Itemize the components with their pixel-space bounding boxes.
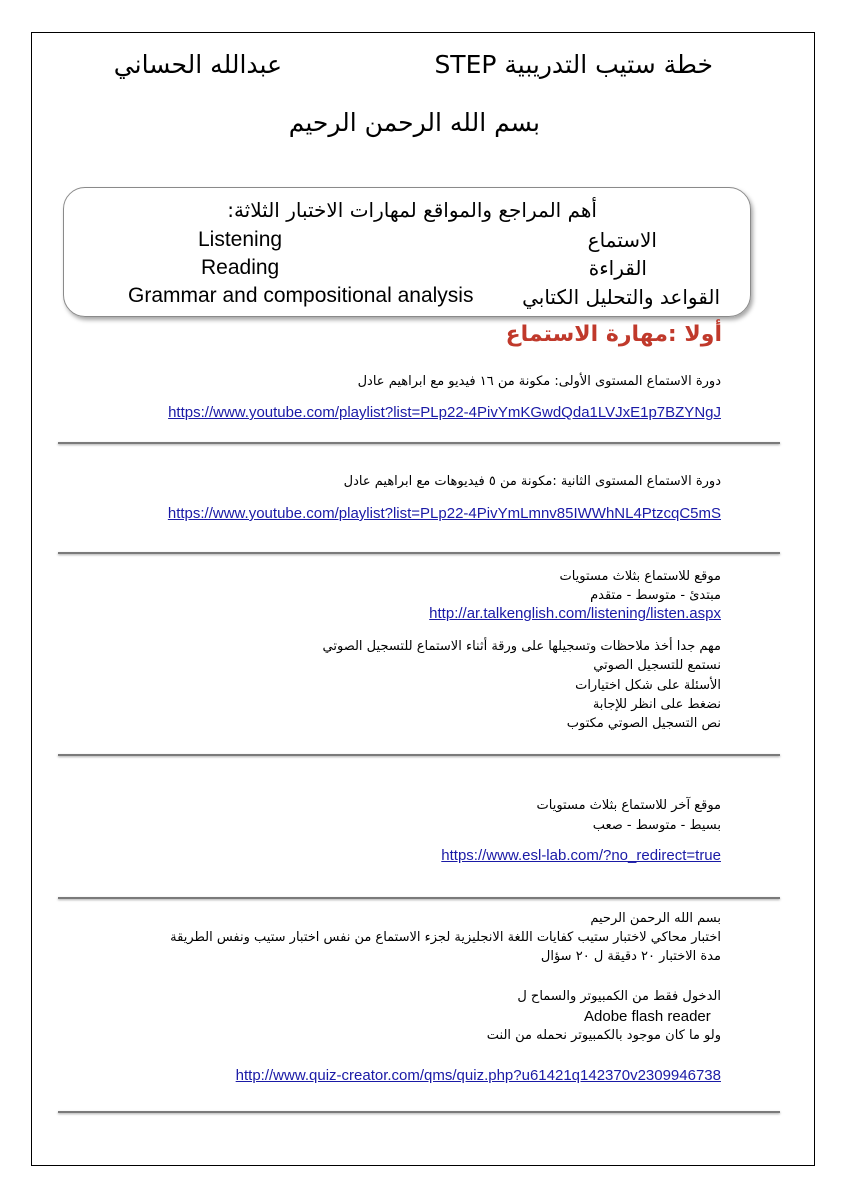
site1-note-1: مهم جدا أخذ ملاحظات وتسجيلها على ورقة أثناء الاستماع للتسجيل الصوتي <box>322 639 721 654</box>
course1-text: دورة الاستماع المستوى الأولى: مكونة من ١٦ فيديو مع ابراهيم عادل <box>357 374 721 389</box>
section-title: أولا :مهارة الاستماع <box>505 322 722 347</box>
quiz-line-2: مدة الاختبار ٢٠ دقيقة ل ٢٠ سؤال <box>540 949 721 964</box>
author-name: عبدالله الحساني <box>113 50 282 79</box>
site1-note-2: نستمع للتسجيل الصوتي <box>593 658 721 673</box>
site2-link[interactable]: https://www.esl-lab.com/?no_redirect=true <box>441 847 721 864</box>
quiz-line-3: الدخول فقط من الكمبيوتر والسماح ل <box>517 989 721 1004</box>
basmala: بسم الله الرحمن الرحيم <box>288 108 540 137</box>
separator-1 <box>58 442 780 444</box>
reading-en: Reading <box>201 256 280 279</box>
course2-text: دورة الاستماع المستوى الثانية :مكونة من ٥ فيديوهات مع ابراهيم عادل <box>343 474 721 489</box>
site1-note-3: الأسئلة على شكل اختيارات <box>575 678 721 693</box>
separator-4 <box>58 897 780 899</box>
site1-note-4: نضغط على انظر للإجابة <box>592 697 721 712</box>
separator-3 <box>58 754 780 756</box>
site1-levels: مبتدئ - متوسط - متقدم <box>590 588 721 603</box>
plan-title: خطة ستيب التدريبية STEP <box>434 50 713 79</box>
grammar-ar: القواعد والتحليل الكتابي <box>522 285 720 309</box>
quiz-basmala: بسم الله الرحمن الرحيم <box>590 911 721 926</box>
quiz-line-1: اختبار محاكي لاختبار ستيب كفايات اللغة الانجليزية لجزء الاستماع من نفس اختبار ستيب ونفس الطريقة <box>170 930 721 945</box>
site1-note-5: نص التسجيل الصوتي مكتوب <box>566 716 721 731</box>
listening-en: Listening <box>198 228 283 251</box>
site2-title: موقع آخر للاستماع بثلاث مستويات <box>536 798 721 813</box>
course1-link[interactable]: https://www.youtube.com/playlist?list=PLp22-4PivYmKGwdQda1LVJxE1p7BZYNgJ <box>168 404 721 421</box>
separator-2 <box>58 552 780 554</box>
quiz-line-4: Adobe flash reader <box>584 1008 711 1025</box>
reading-ar: القراءة <box>588 256 647 280</box>
site2-levels: بسيط - متوسط - صعب <box>592 818 721 833</box>
course2-link[interactable]: https://www.youtube.com/playlist?list=PLp22-4PivYmLmnv85IWWhNL4PtzcqC5mS <box>167 505 721 522</box>
listening-ar: الاستماع <box>587 228 657 252</box>
references-heading: أهم المراجع والمواقع لمهارات الاختبار الثلاثة: <box>227 198 597 222</box>
site1-link[interactable]: http://ar.talkenglish.com/listening/listen.aspx <box>429 605 721 622</box>
site1-title: موقع للاستماع بثلاث مستويات <box>559 569 721 584</box>
separator-5 <box>58 1111 780 1113</box>
quiz-link[interactable]: http://www.quiz-creator.com/qms/quiz.php?u61421q142370v2309946738 <box>235 1067 721 1084</box>
grammar-en: Grammar and compositional analysis <box>128 284 474 307</box>
quiz-line-5: ولو ما كان موجود بالكمبيوتر نحمله من النت <box>486 1028 721 1043</box>
